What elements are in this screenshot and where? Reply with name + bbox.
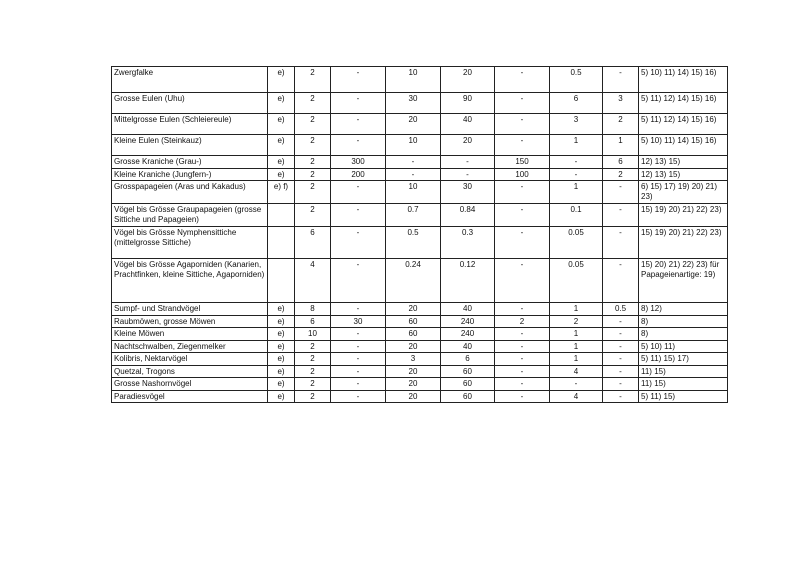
row-name: Quetzal, Trogons [112,365,268,378]
cell-col7: - [603,340,639,353]
table-row [112,204,728,227]
cell-col3: 20 [386,114,441,135]
cell-col3: 20 [386,340,441,353]
cell-col5: - [495,181,550,204]
cell-col1: 10 [295,328,331,341]
cell-col5: - [495,227,550,259]
cell-col3: 60 [386,328,441,341]
row-name: Grosse Eulen (Uhu) [112,93,268,114]
row-references: 11) 15) [639,378,728,391]
cell-col3: 10 [386,67,441,93]
table-row [112,227,728,259]
cell-col7: - [603,378,639,391]
row-references: 5) 10) 11) 14) 15) 16) [639,135,728,156]
table-row [112,93,728,114]
cell-col4: 90 [441,93,495,114]
row-note: e) [268,365,295,378]
row-references: 15) 19) 20) 21) 22) 23) [639,227,728,259]
row-name: Zwergfalke [112,67,268,93]
row-references: 5) 11) 12) 14) 15) 16) [639,93,728,114]
row-note: e) [268,340,295,353]
table-row [112,328,728,341]
table-row [112,181,728,204]
row-references: 5) 10) 11) 14) 15) 16) [639,67,728,93]
cell-col1: 4 [295,259,331,303]
row-name: Raubmöwen, grosse Möwen [112,315,268,328]
cell-col7: - [603,67,639,93]
row-name: Grosse Kraniche (Grau-) [112,156,268,169]
row-note: e) [268,67,295,93]
cell-col2: - [331,227,386,259]
table-row [112,156,728,169]
table-row [112,259,728,303]
cell-col5: - [495,114,550,135]
cell-col2: - [331,114,386,135]
cell-col3: - [386,168,441,181]
cell-col7: - [603,315,639,328]
row-note: e) [268,168,295,181]
cell-col6: 4 [550,365,603,378]
row-references: 8) [639,315,728,328]
cell-col7: - [603,365,639,378]
cell-col5: - [495,340,550,353]
table-row [112,315,728,328]
cell-col1: 2 [295,390,331,403]
cell-col1: 2 [295,67,331,93]
document-page [111,66,728,403]
cell-col7: - [603,204,639,227]
row-note: e) f) [268,181,295,204]
row-note: e) [268,303,295,316]
cell-col3: 0.7 [386,204,441,227]
row-references: 8) 12) [639,303,728,316]
row-note: e) [268,135,295,156]
cell-col2: - [331,303,386,316]
cell-col3: 20 [386,390,441,403]
row-name: Nachtschwalben, Ziegenmelker [112,340,268,353]
row-references: 12) 13) 15) [639,168,728,181]
row-references: 8) [639,328,728,341]
cell-col4: 60 [441,390,495,403]
cell-col4: 0.12 [441,259,495,303]
cell-col3: 0.24 [386,259,441,303]
cell-col1: 6 [295,227,331,259]
table-row [112,67,728,93]
row-note [268,204,295,227]
cell-col7: - [603,353,639,366]
cell-col4: 40 [441,303,495,316]
cell-col5: 2 [495,315,550,328]
cell-col7: - [603,390,639,403]
row-references: 15) 20) 21) 22) 23) für Papageienartige: 19) [639,259,728,303]
cell-col1: 2 [295,365,331,378]
cell-col4: 40 [441,340,495,353]
cell-col7: 6 [603,156,639,169]
cell-col1: 8 [295,303,331,316]
cell-col3: - [386,156,441,169]
cell-col3: 60 [386,315,441,328]
row-references: 11) 15) [639,365,728,378]
row-name: Kolibris, Nektarvögel [112,353,268,366]
row-note: e) [268,315,295,328]
cell-col1: 2 [295,93,331,114]
cell-col2: - [331,365,386,378]
cell-col6: 6 [550,93,603,114]
cell-col7: - [603,259,639,303]
table-row [112,353,728,366]
cell-col6: 1 [550,353,603,366]
row-name: Sumpf- und Strandvögel [112,303,268,316]
cell-col5: - [495,390,550,403]
cell-col2: - [331,390,386,403]
table-row [112,168,728,181]
row-note: e) [268,93,295,114]
cell-col4: 30 [441,181,495,204]
cell-col1: 2 [295,135,331,156]
cell-col1: 2 [295,353,331,366]
row-name: Kleine Kraniche (Jungfern-) [112,168,268,181]
cell-col2: - [331,135,386,156]
cell-col4: - [441,156,495,169]
cell-col4: 20 [441,67,495,93]
table-row [112,135,728,156]
row-name: Paradiesvögel [112,390,268,403]
cell-col7: - [603,181,639,204]
cell-col5: - [495,353,550,366]
cell-col6: 0.5 [550,67,603,93]
cell-col6: 1 [550,303,603,316]
cell-col6: 0.05 [550,227,603,259]
cell-col5: - [495,259,550,303]
cell-col5: - [495,378,550,391]
row-name: Vögel bis Grösse Agaporniden (Kanarien, Prachtfinken, kleine Sittiche, Agaporniden) [112,259,268,303]
cell-col2: - [331,181,386,204]
row-note: e) [268,353,295,366]
row-note [268,259,295,303]
cell-col7: - [603,328,639,341]
cell-col5: - [495,67,550,93]
row-name: Vögel bis Grösse Graupapageien (grosse Sittiche und Papageien) [112,204,268,227]
cell-col1: 2 [295,156,331,169]
cell-col4: 240 [441,315,495,328]
cell-col7: 1 [603,135,639,156]
cell-col7: 3 [603,93,639,114]
table-row [112,340,728,353]
cell-col5: - [495,328,550,341]
cell-col2: - [331,353,386,366]
cell-col2: 200 [331,168,386,181]
row-references: 12) 13) 15) [639,156,728,169]
cell-col6: 4 [550,390,603,403]
cell-col4: 0.3 [441,227,495,259]
cell-col1: 2 [295,378,331,391]
cell-col3: 20 [386,378,441,391]
cell-col7: 2 [603,114,639,135]
cell-col5: - [495,93,550,114]
cell-col4: 40 [441,114,495,135]
row-note: e) [268,378,295,391]
cell-col2: 30 [331,315,386,328]
row-references: 5) 11) 15) [639,390,728,403]
cell-col3: 10 [386,135,441,156]
cell-col5: - [495,303,550,316]
cell-col4: 20 [441,135,495,156]
cell-col7: - [603,227,639,259]
table-row [112,378,728,391]
cell-col1: 2 [295,181,331,204]
row-note: e) [268,390,295,403]
row-name: Grosspapageien (Aras und Kakadus) [112,181,268,204]
cell-col2: - [331,67,386,93]
cell-col2: - [331,328,386,341]
row-name: Mittelgrosse Eulen (Schleiereule) [112,114,268,135]
row-name: Kleine Eulen (Steinkauz) [112,135,268,156]
row-references: 5) 11) 15) 17) [639,353,728,366]
cell-col7: 0.5 [603,303,639,316]
row-name: Grosse Nashornvögel [112,378,268,391]
cell-col2: 300 [331,156,386,169]
cell-col4: 60 [441,378,495,391]
row-note: e) [268,114,295,135]
cell-col4: 0.84 [441,204,495,227]
row-references: 15) 19) 20) 21) 22) 23) [639,204,728,227]
cell-col4: 240 [441,328,495,341]
cell-col6: - [550,168,603,181]
row-note: e) [268,328,295,341]
table-row [112,390,728,403]
cell-col5: 150 [495,156,550,169]
cell-col5: - [495,204,550,227]
cell-col1: 2 [295,168,331,181]
cell-col6: 2 [550,315,603,328]
cell-col2: - [331,340,386,353]
cell-col6: 0.1 [550,204,603,227]
cell-col4: 6 [441,353,495,366]
cell-col2: - [331,378,386,391]
cell-col1: 6 [295,315,331,328]
cell-col3: 10 [386,181,441,204]
cell-col5: - [495,135,550,156]
row-note [268,227,295,259]
cell-col7: 2 [603,168,639,181]
cell-col6: 1 [550,135,603,156]
bird-enclosure-table [111,66,728,403]
cell-col1: 2 [295,340,331,353]
cell-col6: 1 [550,181,603,204]
table-row [112,114,728,135]
cell-col1: 2 [295,204,331,227]
row-note: e) [268,156,295,169]
cell-col3: 3 [386,353,441,366]
row-references: 6) 15) 17) 19) 20) 21) 23) [639,181,728,204]
cell-col4: - [441,168,495,181]
cell-col6: 0.05 [550,259,603,303]
cell-col6: 3 [550,114,603,135]
row-references: 5) 11) 12) 14) 15) 16) [639,114,728,135]
cell-col6: - [550,378,603,391]
cell-col6: 1 [550,328,603,341]
cell-col6: 1 [550,340,603,353]
cell-col3: 30 [386,93,441,114]
cell-col5: 100 [495,168,550,181]
cell-col2: - [331,204,386,227]
row-name: Kleine Möwen [112,328,268,341]
cell-col1: 2 [295,114,331,135]
table-row [112,365,728,378]
cell-col4: 60 [441,365,495,378]
cell-col3: 0.5 [386,227,441,259]
row-name: Vögel bis Grösse Nymphensittiche (mittelgrosse Sittiche) [112,227,268,259]
row-references: 5) 10) 11) [639,340,728,353]
cell-col2: - [331,259,386,303]
cell-col6: - [550,156,603,169]
cell-col5: - [495,365,550,378]
cell-col3: 20 [386,365,441,378]
cell-col2: - [331,93,386,114]
table-row [112,303,728,316]
cell-col3: 20 [386,303,441,316]
